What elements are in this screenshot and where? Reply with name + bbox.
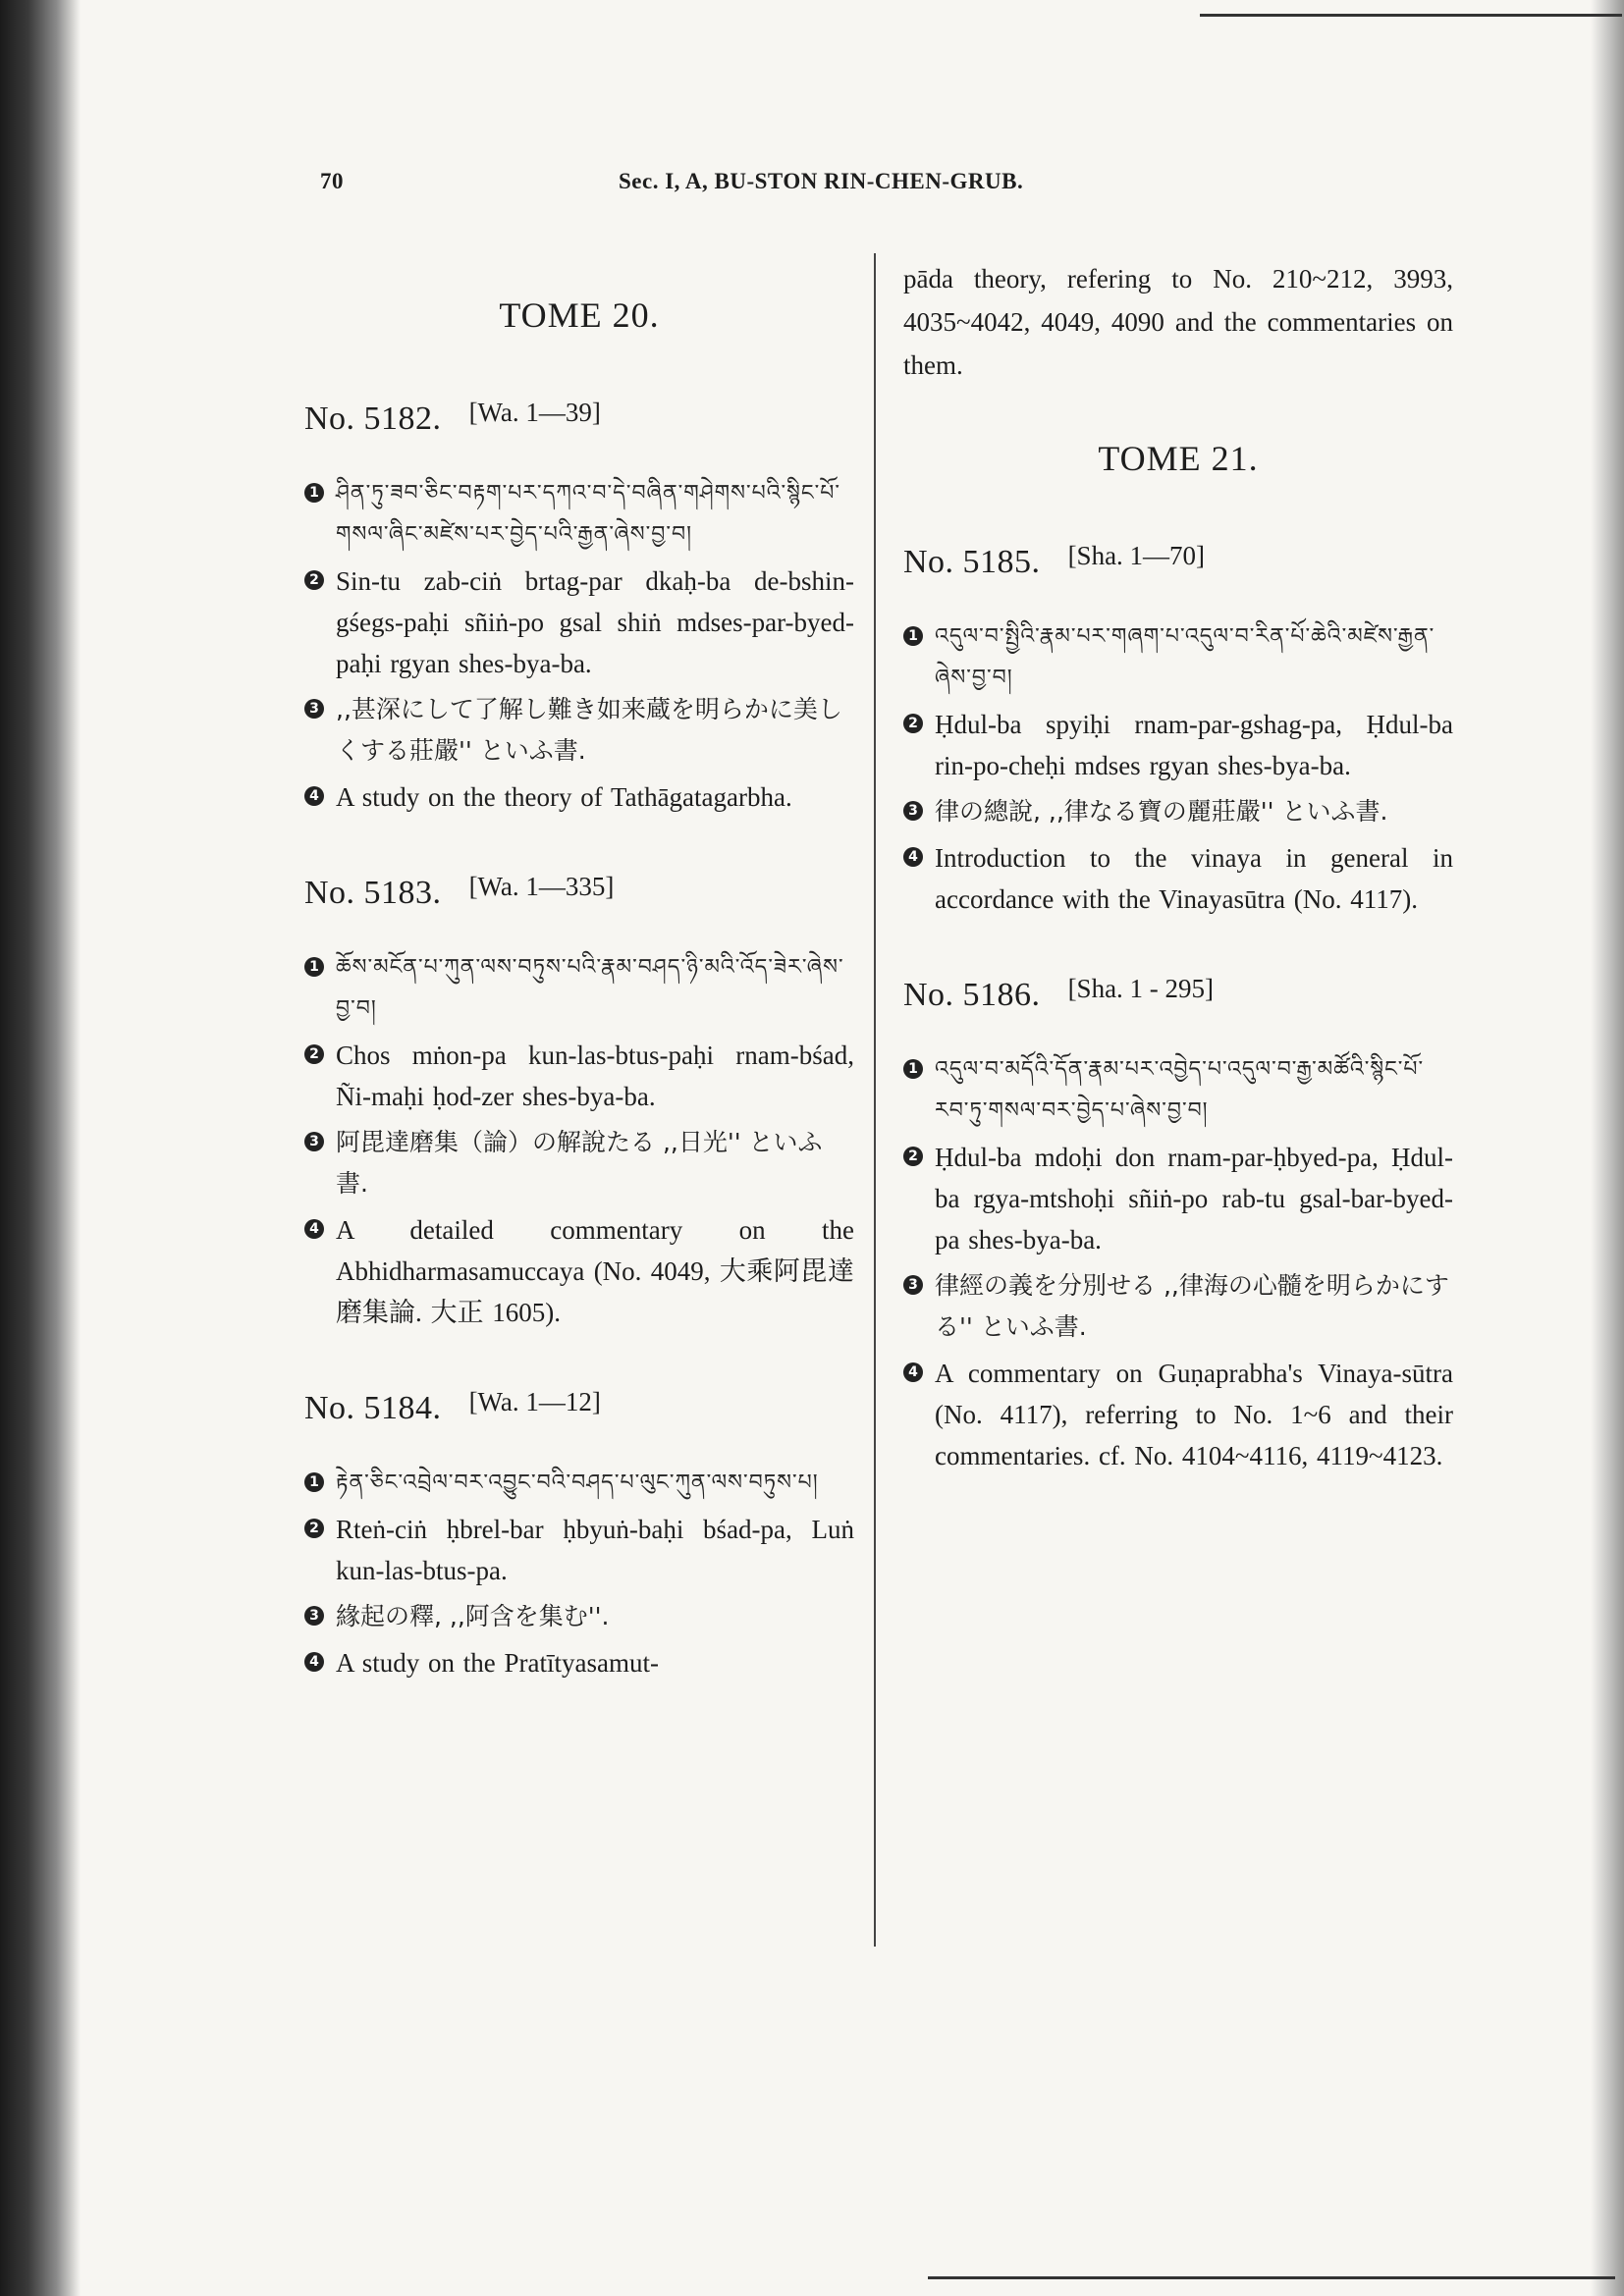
entry-reference: [Sha. 1 - 295]	[1067, 974, 1215, 1003]
entry-reference: [Wa. 1—335]	[468, 872, 615, 901]
english-description	[304, 1209, 854, 1333]
tibetan-title	[304, 1463, 854, 1504]
marker-3-icon: 3	[903, 801, 923, 821]
entry-number: No. 5182.	[304, 400, 442, 437]
entry-heading	[903, 541, 1453, 581]
tibetan-title	[304, 947, 854, 1030]
romanized-text: Rteṅ-ciṅ ḥbrel-bar ḥbyuṅ-baḥi bśad-pa, Luṅ kun-las-btus-pa.	[336, 1515, 854, 1585]
marker-1-icon: 1	[304, 483, 324, 503]
english-description	[903, 1353, 1453, 1476]
tibetan-text: ཤིན་ཏུ་ཟབ་ཅིང་བརྟག་པར་དཀའ་བ་དེ་བཞིན་གཤེགས་པའི་སྙིང་པོ་གསལ་ཞིང་མཛེས་པར་བྱེད་པའི་རྒྱན་ཞེས་བྱ་བ།	[336, 481, 840, 547]
running-title: Sec. I, A, BU-STON RIN-CHEN-GRUB.	[619, 169, 1024, 193]
scan-left-edge	[0, 0, 81, 2296]
page-header	[320, 169, 1302, 208]
marker-4-icon: 4	[903, 847, 923, 867]
continuation-text: pāda theory, refering to No. 210~212, 3993, 4035~4042, 4049, 4090 and the commentaries on them.	[903, 264, 1453, 380]
entry-reference: [Sha. 1—70]	[1067, 541, 1206, 570]
tibetan-title	[903, 616, 1453, 699]
entry-heading	[304, 1387, 854, 1427]
marker-2-icon: 2	[304, 1044, 324, 1064]
catalog-entry	[304, 872, 854, 1333]
tome-title: TOME 20.	[499, 295, 660, 335]
romanized-title	[903, 1137, 1453, 1260]
entry-number: No. 5185.	[903, 544, 1041, 580]
romanized-title	[903, 704, 1453, 786]
bottom-rule	[928, 2276, 1615, 2279]
top-rule	[1200, 14, 1622, 17]
page-number: 70	[320, 169, 344, 193]
entry-number: No. 5184.	[304, 1390, 442, 1426]
marker-3-icon: 3	[304, 1606, 324, 1626]
marker-4-icon: 4	[304, 1652, 324, 1672]
japanese-text: 緣起の釋, ,,阿含を集む''.	[336, 1602, 610, 1630]
tibetan-title	[304, 473, 854, 556]
marker-2-icon: 2	[903, 714, 923, 733]
japanese-title	[304, 1596, 854, 1637]
japanese-title	[903, 791, 1453, 832]
marker-3-icon: 3	[304, 1132, 324, 1151]
romanized-text: Ḥdul-ba mdoḥi don rnam-par-ḥbyed-pa, Ḥdul-ba rgya-mtshoḥi sñiṅ-po rab-tu gsal-bar-byed-pa shes-bya-ba.	[935, 1143, 1453, 1255]
romanized-title	[304, 1509, 854, 1591]
tibetan-text: ཆོས་མངོན་པ་ཀུན་ལས་བཏུས་པའི་རྣམ་བཤད་ཉི་མའི་འོད་ཟེར་ཞེས་བྱ་བ།	[336, 955, 844, 1021]
tibetan-text: འདུལ་བ་མདོའི་དོན་རྣམ་པར་འབྱེད་པ་འདུལ་བ་རྒྱ་མཚོའི་སྙིང་པོ་རབ་ཏུ་གསལ་བར་བྱེད་པ་ཞེས་བྱ་བ།	[935, 1057, 1425, 1123]
catalog-entry	[304, 400, 854, 818]
entry-reference: [Wa. 1—39]	[468, 398, 601, 427]
right-column	[903, 257, 1453, 1533]
english-text: A study on the Pratītyasamut-	[336, 1648, 659, 1678]
english-description	[304, 776, 854, 818]
tibetan-text: འདུལ་བ་སྤྱིའི་རྣམ་པར་གཞག་པ་འདུལ་བ་རིན་པོ་ཆེའི་མཛེས་རྒྱན་ཞེས་བྱ་བ།	[935, 624, 1435, 690]
romanized-text: Chos mṅon-pa kun-las-btus-paḥi rnam-bśad, Ñi-maḥi ḥod-zer shes-bya-ba.	[336, 1041, 854, 1111]
catalog-entry	[903, 541, 1453, 920]
japanese-text: ,,甚深にして了解し難き如来蔵を明らかに美しくする莊嚴'' といふ書.	[336, 695, 842, 765]
column-divider	[874, 253, 876, 1947]
japanese-title	[903, 1265, 1453, 1348]
marker-2-icon: 2	[304, 1519, 324, 1538]
english-description	[903, 837, 1453, 920]
japanese-text: 律の總說, ,,律なる寶の麗莊嚴'' といふ書.	[935, 797, 1388, 826]
english-text: Introduction to the vinaya in general in accordance with the Vinayasūtra (No. 4117).	[935, 843, 1453, 914]
romanized-title	[304, 561, 854, 684]
entry-heading	[304, 872, 854, 912]
japanese-text: 律經の義を分別せる ,,律海の心髓を明らかにする'' といふ書.	[935, 1271, 1449, 1341]
entry-number: No. 5186.	[903, 977, 1041, 1013]
romanized-text: Ḥdul-ba spyiḥi rnam-par-gshag-pa, Ḥdul-ba rin-po-cheḥi mdses rgyan shes-bya-ba.	[935, 710, 1453, 780]
entry-reference: [Wa. 1—12]	[468, 1387, 601, 1416]
marker-3-icon: 3	[903, 1275, 923, 1295]
romanized-title	[304, 1035, 854, 1117]
japanese-text: 阿毘達磨集（論）の解說たる ,,日光'' といふ書.	[336, 1128, 823, 1198]
entry-number: No. 5183.	[304, 875, 442, 911]
marker-2-icon: 2	[304, 570, 324, 590]
tome-title: TOME 21.	[1098, 439, 1259, 478]
left-column	[304, 275, 854, 1740]
japanese-title	[304, 1122, 854, 1204]
tibetan-title	[903, 1049, 1453, 1132]
romanized-text: Sin-tu zab-ciṅ brtag-par dkaḥ-ba de-bshin-gśegs-paḥi sñiṅ-po gsal shiṅ mdses-par-byed-paḥi rgyan shes-bya-ba.	[336, 566, 854, 678]
entry-heading	[304, 400, 854, 438]
english-text: A commentary on Guṇaprabha's Vinaya-sūtra (No. 4117), referring to No. 1~6 and their commentaries. cf. No. 4104~4116, 4119~4123.	[935, 1359, 1453, 1470]
marker-4-icon: 4	[903, 1362, 923, 1382]
catalog-entry	[304, 1387, 854, 1683]
marker-1-icon: 1	[903, 626, 923, 646]
marker-3-icon: 3	[304, 699, 324, 719]
marker-1-icon: 1	[903, 1059, 923, 1079]
tibetan-text: རྟེན་ཅིང་འབྲེལ་བར་འབྱུང་བའི་བཤད་པ་ལུང་ཀུན་ལས་བཏུས་པ།	[336, 1470, 819, 1495]
scan-right-edge	[1591, 0, 1624, 2296]
marker-4-icon: 4	[304, 786, 324, 806]
entry-heading	[903, 974, 1453, 1014]
marker-2-icon: 2	[903, 1147, 923, 1166]
marker-1-icon: 1	[304, 1472, 324, 1492]
japanese-title	[304, 689, 854, 772]
catalog-entry	[903, 974, 1453, 1476]
marker-4-icon: 4	[304, 1219, 324, 1239]
english-text: A detailed commentary on the Abhidharmasamuccaya (No. 4049, 大乘阿毘達磨集論. 大正 1605).	[336, 1215, 854, 1327]
english-description	[304, 1642, 854, 1683]
marker-1-icon: 1	[304, 957, 324, 977]
english-text: A study on the theory of Tathāgatagarbha.	[336, 782, 792, 812]
